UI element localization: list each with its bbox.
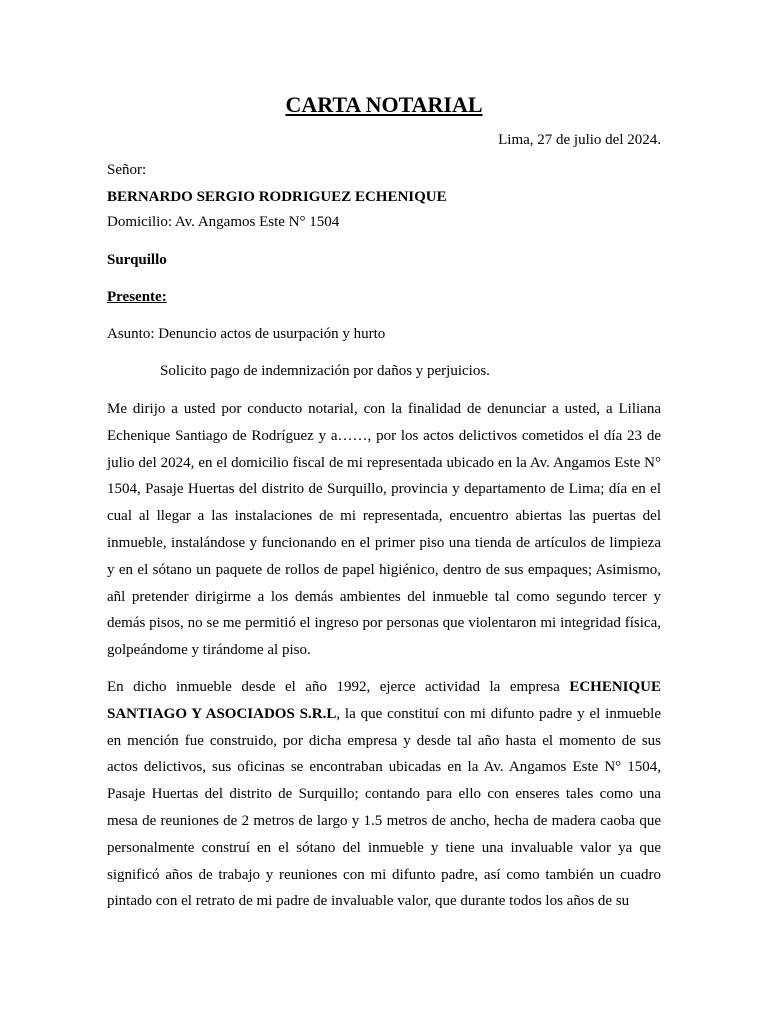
subject-line-1: Asunto: Denuncio actos de usurpación y hurto [107, 326, 386, 342]
date-line: Lima, 27 de julio del 2024. [498, 132, 661, 148]
paragraph-2-start: En dicho inmueble desde el año 1992, ejerce actividad la empresa [107, 679, 570, 695]
salutation: Señor: [107, 162, 147, 178]
recipient-address: Domicilio: Av. Angamos Este N° 1504 [107, 214, 340, 230]
paragraph-2-rest: , la que constituí con mi difunto padre y el inmueble en mención fue construido, por dicha empresa y desde tal año hasta el momento de sus actos delictivos, sus oficinas se encontraban ubicadas en la Av. Angamos Este N° 1504, Pasaje Huertas del distrito de Surquillo; contando para ello con enseres tales como una mesa de reuniones de 2 metros de largo y 1.5 metros de ancho, hecha de madera caoba que personalmente construí en el sótano del inmueble y tiene una invaluable valor ya que significó años de trabajo y reuniones con mi difunto padre, así como también un cuadro pintado con el retrato de mi padre de invaluable valor, que durante todos los años de su [107, 705, 661, 910]
presente-label: Presente: [107, 289, 167, 305]
body-paragraph-1: Me dirijo a usted por conducto notarial, con la finalidad de denunciar a usted, a Liliana Echenique Santiago de Rodríguez y a……, por los actos delictivos cometidos el día 23 de julio del 2024, en el domicilio fiscal de mi representada ubicado en la Av. Angamos Este N° 1504, Pasaje Huertas del distrito de Surquillo, provincia y departamento de Lima; día en el cual al llegar a las instalaciones de mi representada, encuentro abiertas las puertas del inmueble, instalándose y funcionando en el primer piso una tienda de artículos de limpieza y en el sótano un paquete de rollos de papel higiénico, dentro de sus empaques; Asimismo, añl pretender dirigirme a los demás ambientes del inmueble tal como segundo tercer y demás pisos, no se me permitió el ingreso por personas que violentaron mi integridad física, golpeándome y tirándome al piso. [107, 401, 661, 659]
recipient-district: Surquillo [107, 252, 167, 268]
subject-line-2: Solicito pago de indemnización por daños y perjuicios. [160, 363, 490, 379]
body-paragraph-2 [107, 674, 661, 915]
letter-title: CARTA NOTARIAL [285, 92, 483, 117]
company-name: ECHENIQUE SANTIAGO Y ASOCIADOS S.R.L [107, 679, 661, 722]
recipient-name: BERNARDO SERGIO RODRIGUEZ ECHENIQUE [107, 189, 447, 205]
